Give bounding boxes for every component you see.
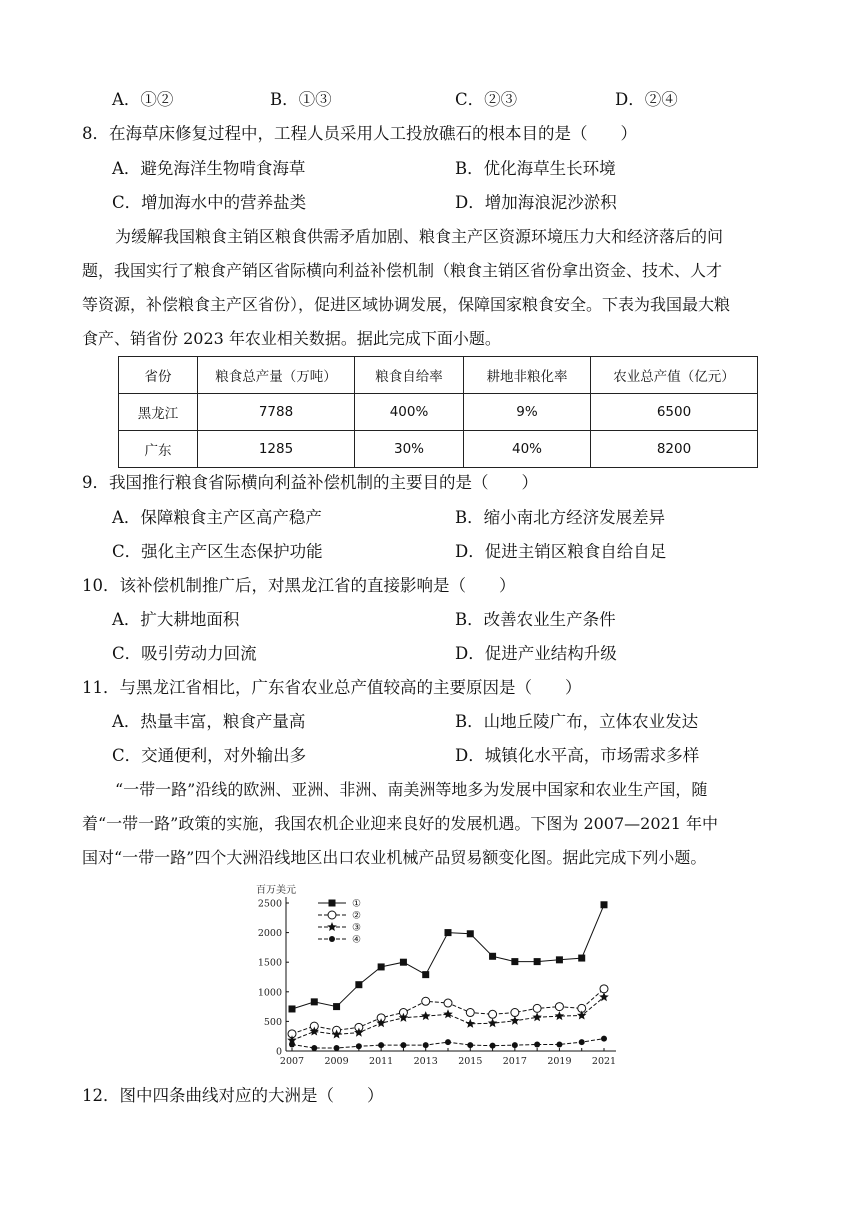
q8-option-b: B．优化海草生长环境: [455, 159, 616, 178]
q10-option-b: B．改善农业生产条件: [455, 610, 616, 629]
series-1-point: [311, 998, 318, 1005]
passage1-line-1: 为缓解我国粮食主销区粮食供需矛盾加剧、粮食主产区资源环境压力大和经济落后的问: [115, 227, 724, 246]
x-tick-label: 2015: [458, 1056, 483, 1067]
table-cell: 40%: [464, 431, 591, 468]
x-tick-label: 2021: [591, 1056, 617, 1067]
q8-option-a: A．避免海洋生物啃食海草: [112, 159, 306, 178]
series-4-point: [356, 1043, 362, 1049]
series-4-point: [579, 1039, 585, 1045]
passage2-line-3: 国对“一带一路”四个大洲沿线地区出口农业机械产品贸易额变化图。据此完成下列小题。: [82, 848, 707, 867]
q10-option-d: D．促进产业结构升级: [455, 644, 617, 663]
series-3-point: [421, 1011, 431, 1020]
legend-marker: [328, 911, 336, 919]
series-1-point: [489, 953, 496, 960]
legend-label: ③: [352, 922, 361, 934]
series-1-point: [534, 958, 541, 965]
table-cell: 1285: [198, 431, 355, 468]
q9-option-b: B．缩小南北方经济发展差异: [455, 508, 666, 527]
series-1-point: [378, 963, 385, 970]
table-cell: 黑龙江: [119, 394, 198, 431]
series-4-point: [534, 1041, 540, 1047]
series-1-point: [333, 1003, 340, 1010]
series-3-point: [555, 1011, 565, 1020]
series-4-point: [601, 1036, 607, 1042]
q9-option-a: A．保障粮食主产区高产稳产: [112, 508, 322, 527]
table-row: [119, 431, 758, 468]
series-4-point: [311, 1045, 317, 1051]
series-1-point: [422, 971, 429, 978]
series-3-point: [466, 1019, 476, 1028]
series-3-point: [510, 1016, 519, 1025]
table-header-cell: 农业总产值（亿元）: [591, 357, 758, 394]
series-1-point: [467, 930, 474, 937]
series-1-point: [289, 1005, 296, 1012]
q11-option-b: B．山地丘陵广布，立体农业发达: [455, 712, 699, 731]
series-4-point: [289, 1041, 295, 1047]
series-3-point: [488, 1018, 498, 1027]
q8-stem: 8．在海草床修复过程中，工程人员采用人工投放礁石的根本目的是（ ）: [82, 124, 637, 143]
series-4-point: [467, 1042, 473, 1048]
series-4-point: [490, 1043, 496, 1049]
table-cell: 9%: [464, 394, 591, 431]
q10-option-a: A．扩大耕地面积: [112, 610, 240, 629]
legend-marker: [329, 936, 335, 942]
series-1-point: [511, 958, 518, 965]
series-2-point: [422, 997, 430, 1005]
passage1-line-4: 食产、销省份 2023 年农业相关数据。据此完成下面小题。: [82, 329, 501, 348]
series-1-point: [355, 981, 362, 988]
table-cell: 400%: [355, 394, 464, 431]
x-tick-label: 2009: [324, 1056, 349, 1067]
series-1-point: [400, 959, 407, 966]
passage2-line-1: “一带一路”沿线的欧洲、亚洲、非洲、南美洲等地多为发展中国家和农业生产国，随: [115, 780, 708, 799]
series-4-point: [556, 1041, 562, 1047]
y-tick-label: 1000: [257, 987, 282, 999]
table-cell: 6500: [591, 394, 758, 431]
q9-option-d: D．促进主销区粮食自给自足: [455, 542, 667, 561]
q10-stem: 10．该补偿机制推广后，对黑龙江省的直接影响是（ ）: [82, 576, 516, 595]
q12-stem: 12．图中四条曲线对应的大洲是（ ）: [82, 1086, 384, 1105]
table-header-cell: 省份: [119, 357, 198, 394]
q11-option-a: A．热量丰富，粮食产量高: [112, 712, 306, 731]
series-2-point: [466, 1009, 474, 1017]
table-header-cell: 耕地非粮化率: [464, 357, 591, 394]
x-tick-label: 2013: [413, 1056, 438, 1067]
series-2-point: [533, 1004, 541, 1012]
q7-option-d: D．②④: [615, 90, 678, 109]
legend-marker: [329, 900, 336, 907]
passage1-line-2: 题，我国实行了粮食产销区省际横向利益补偿机制（粮食主销区省份拿出资金、技术、人才: [82, 261, 723, 280]
q7-option-a: A．①②: [112, 90, 174, 109]
table-cell: 7788: [198, 394, 355, 431]
export-trade-line-chart: [250, 875, 630, 1071]
table-row: [119, 394, 758, 431]
table-cell: 广东: [119, 431, 198, 468]
legend-label: ④: [352, 934, 361, 946]
q8-option-c: C．增加海水中的营养盐类: [112, 193, 307, 212]
x-tick-label: 2007: [279, 1056, 305, 1067]
y-tick-label: 500: [263, 1016, 282, 1028]
series-2-point: [600, 985, 608, 993]
series-1-point: [556, 956, 563, 963]
series-4-point: [445, 1039, 451, 1045]
table-header-row: [119, 357, 758, 394]
y-tick-label: 0: [275, 1046, 282, 1058]
q11-stem: 11．与黑龙江省相比，广东省农业总产值较高的主要原因是（ ）: [82, 678, 582, 697]
passage2-line-2: 着“一带一路”政策的实施，我国农机企业迎来良好的发展机遇。下图为 2007—2021 年中: [82, 814, 718, 833]
legend-label: ②: [352, 910, 361, 922]
series-2-point: [555, 1003, 563, 1011]
series-4-point: [378, 1042, 384, 1048]
y-axis-label: 百万美元: [256, 885, 296, 896]
series-3-point: [577, 1011, 587, 1020]
series-3-point: [532, 1012, 542, 1021]
series-1-point: [578, 955, 585, 962]
series-4-point: [512, 1042, 518, 1048]
y-tick-label: 2000: [257, 928, 282, 940]
series-4-point: [423, 1042, 429, 1048]
q11-option-d: D．城镇化水平高，市场需求多样: [455, 746, 700, 765]
x-tick-label: 2011: [369, 1056, 394, 1067]
grain-data-table: [118, 356, 758, 468]
series-4-point: [400, 1042, 406, 1048]
legend-label: ①: [352, 898, 361, 910]
series-1-point: [445, 929, 452, 936]
x-tick-label: 2019: [547, 1056, 572, 1067]
q7-option-b: B．①③: [270, 90, 332, 109]
series-2-point: [489, 1010, 497, 1018]
q10-option-c: C．吸引劳动力回流: [112, 644, 257, 663]
x-tick-label: 2017: [502, 1056, 527, 1067]
passage1-line-3: 等资源，补偿粮食主产区省份），促进区域协调发展，保障国家粮食安全。下表为我国最大粮: [82, 295, 731, 314]
q9-stem: 9．我国推行粮食省际横向利益补偿机制的主要目的是（ ）: [82, 473, 538, 492]
table-cell: 8200: [591, 431, 758, 468]
series-1-point: [601, 901, 608, 908]
series-2-point: [511, 1009, 519, 1017]
q9-option-c: C．强化主产区生态保护功能: [112, 542, 323, 561]
legend-marker: [327, 922, 337, 931]
q8-option-d: D．增加海浪泥沙淤积: [455, 193, 617, 212]
table-header-cell: 粮食总产量（万吨）: [198, 357, 355, 394]
series-3-point: [443, 1009, 453, 1018]
y-tick-label: 2500: [257, 898, 282, 910]
q7-option-c: C．②③: [455, 90, 518, 109]
q11-option-c: C．交通便利，对外输出多: [112, 746, 307, 765]
table-cell: 30%: [355, 431, 464, 468]
table-header-cell: 粮食自给率: [355, 357, 464, 394]
series-4-point: [334, 1045, 340, 1051]
series-2-point: [444, 999, 452, 1007]
y-tick-label: 1500: [257, 957, 282, 969]
